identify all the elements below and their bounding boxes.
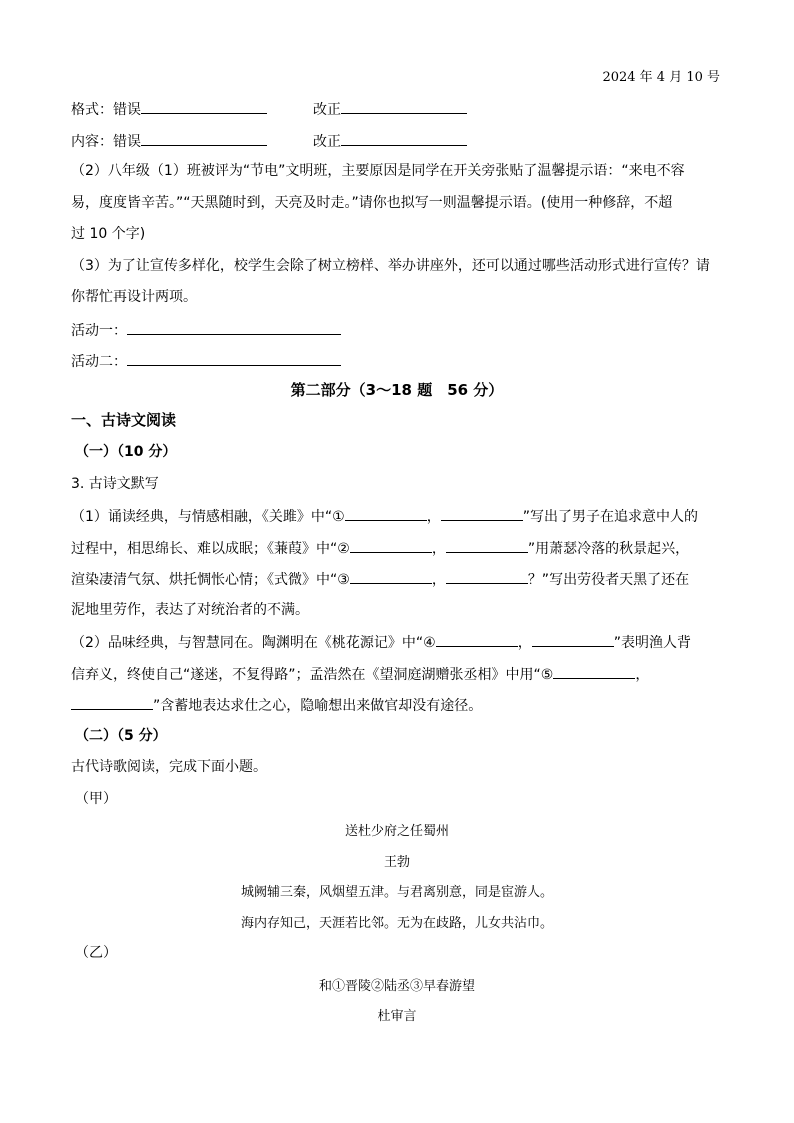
- format-correction-row: [71, 98, 467, 120]
- format-error-blank[interactable]: [141, 98, 267, 114]
- recite-line-6: [71, 663, 649, 685]
- question-2-line-1: （2）八年级（1）班被评为“节电”文明班，主要原因是同学在开关旁张贴了温馨提示语：“来电不容: [71, 163, 685, 179]
- recite-line-3-text: 渲染凄清气氛、烘托惆怅心情；《式微》中“③: [71, 572, 350, 588]
- content-fix-blank[interactable]: [341, 130, 467, 146]
- question-2-line-3: 过 10 个字): [71, 226, 146, 242]
- blank-2a[interactable]: [350, 537, 432, 553]
- document-date: 2024 年 4 月 10 号: [602, 70, 720, 85]
- blank-2b[interactable]: [446, 537, 528, 553]
- blank-4a[interactable]: [436, 631, 518, 647]
- content-correction-row: [71, 130, 467, 152]
- question-3-line-2: 你帮忙再设计两项。: [71, 289, 197, 305]
- comma: ，: [635, 667, 650, 683]
- activity-2-blank[interactable]: [127, 350, 341, 366]
- format-error-label: 格式：错误: [71, 102, 141, 118]
- blank-3a[interactable]: [350, 568, 432, 584]
- comma: ，: [431, 572, 446, 588]
- activity-1-blank[interactable]: [127, 319, 341, 335]
- recite-line-5-text: （2）品味经典，与智慧同在。陶渊明在《桃花源记》中“④: [71, 635, 436, 651]
- recite-line-2-text: 过程中，相思绵长、难以成眠；《蒹葭》中“②: [71, 541, 350, 557]
- comma: ，: [431, 541, 446, 557]
- blank-5a[interactable]: [553, 663, 635, 679]
- activity-2-row: [71, 350, 341, 372]
- content-error-label: 内容：错误: [71, 134, 141, 150]
- part-2-heading: 第二部分（3～18 题 56 分）: [290, 381, 504, 399]
- recite-line-1: [71, 505, 698, 527]
- activity-1-row: [71, 319, 341, 341]
- content-error-blank[interactable]: [141, 130, 267, 146]
- blank-4b[interactable]: [532, 631, 614, 647]
- blank-1a[interactable]: [345, 505, 427, 521]
- recite-line-6-text: 信弃义，终使自己“遂迷，不复得路”；孟浩然在《望洞庭湖赠张丞相》中用“⑤: [71, 667, 554, 683]
- recite-line-3-tail: ？”写出劳役者天黑了还在: [527, 572, 690, 588]
- subsection-2-heading: （二）（5 分）: [75, 728, 167, 744]
- label-yi: （乙）: [75, 945, 117, 961]
- recite-line-2-tail: ”用萧瑟冷落的秋景起兴，: [527, 541, 690, 557]
- recite-line-5-tail: ”表明渔人背: [613, 635, 691, 651]
- poem-1-author: 王勃: [383, 855, 410, 870]
- recite-line-3: [71, 568, 689, 590]
- format-fix-label: 改正: [313, 102, 341, 118]
- recite-line-7-text: ”含蓄地表达求仕之心，隐喻想出来做官却没有途径。: [153, 698, 483, 714]
- blank-5b[interactable]: [71, 694, 153, 710]
- content-fix-label: 改正: [313, 134, 341, 150]
- activity-2-label: 活动二：: [71, 354, 127, 370]
- poem-1-line-1: 城阙辅三秦，风烟望五津。与君离别意，同是宦游人。: [240, 885, 553, 900]
- recite-line-1-text: （1）诵读经典，与情感相融，《关雎》中“①: [71, 509, 345, 525]
- activity-1-label: 活动一：: [71, 323, 127, 339]
- poem-2-title: 和①晋陵②陆丞③早春游望: [318, 979, 475, 994]
- poetry-intro: 古代诗歌阅读，完成下面小题。: [71, 759, 267, 775]
- label-jia: （甲）: [75, 791, 117, 807]
- recite-line-5: [71, 631, 691, 653]
- poem-1-title: 送杜少府之任蜀州: [344, 824, 449, 839]
- recite-line-7: [71, 694, 482, 716]
- recite-line-2: [71, 537, 689, 559]
- question-3-title: 3. 古诗文默写: [71, 476, 159, 492]
- blank-3b[interactable]: [446, 568, 528, 584]
- recite-line-1-tail: ”写出了男子在追求意中人的: [522, 509, 698, 525]
- comma: ，: [517, 635, 532, 651]
- section-1-heading: 一、古诗文阅读: [71, 411, 177, 429]
- question-2-line-2: 易，度度皆辛苦。”“天黑随时到，天亮及时走。”请你也拟写一则温馨提示语。(使用一种修辞，不超: [71, 195, 673, 211]
- subsection-1-heading: （一）（10 分）: [75, 444, 177, 460]
- poem-2-author: 杜审言: [377, 1009, 417, 1024]
- recite-line-4: 泥地里劳作，表达了对统治者的不满。: [71, 602, 309, 618]
- format-fix-blank[interactable]: [341, 98, 467, 114]
- comma: ，: [426, 509, 441, 525]
- blank-1b[interactable]: [441, 505, 523, 521]
- question-3-line-1: （3）为了让宣传多样化，校学生会除了树立榜样、举办讲座外，还可以通过哪些活动形式进行宣传？请: [71, 258, 710, 274]
- poem-1-line-2: 海内存知己，天涯若比邻。无为在歧路，儿女共沾巾。: [240, 916, 553, 931]
